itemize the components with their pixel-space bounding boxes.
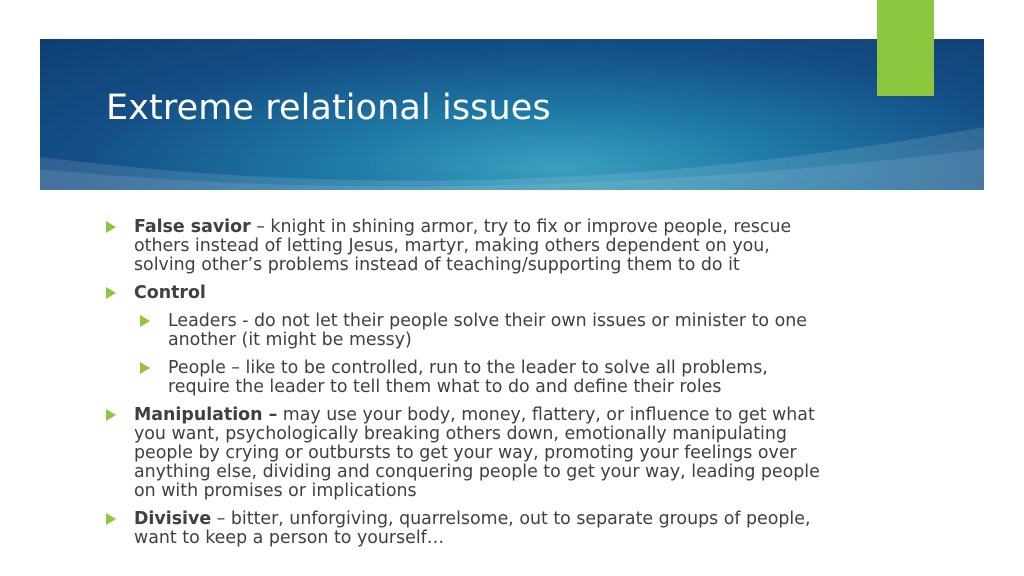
accent-bar xyxy=(877,0,934,96)
bullet-arrow-icon xyxy=(106,513,116,525)
bullet-list xyxy=(106,218,826,557)
bullet-false-savior xyxy=(106,218,826,275)
slide-title: Extreme relational issues xyxy=(106,88,551,128)
bullet-text: Leaders - do not let their people solve their own issues or minister to one another (it might be messy) xyxy=(168,311,807,350)
bullet-term: Manipulation – xyxy=(134,405,278,425)
bullet-text: – bitter, unforgiving, quarrelsome, out to separate groups of people, want to keep a person to yourself… xyxy=(134,509,811,548)
bullet-arrow-icon xyxy=(140,315,150,327)
bullet-text: – knight in shining armor, try to fix or improve people, rescue others instead of letting Jesus, martyr, making others dependent on you, solving other’s problems instead of teaching/supporting them to do it xyxy=(134,217,792,275)
bullet-arrow-icon xyxy=(140,362,150,374)
bullet-manipulation xyxy=(106,406,826,501)
bullet-arrow-icon xyxy=(106,287,116,299)
bullet-text: may use your body, money, flattery, or influence to get what you want, psychologically breaking others down, emotionally manipulating people by crying or outbursts to get your way, promoting your feelings over anything else, dividing and conquering people to get your way, leading people on with promises or implications xyxy=(134,405,820,501)
bullet-term: Divisive xyxy=(134,509,212,529)
bullet-control xyxy=(106,284,826,303)
bullet-leaders xyxy=(140,312,826,350)
bullet-people xyxy=(140,359,826,397)
bullet-term: False savior xyxy=(134,217,251,237)
bullet-text: People – like to be controlled, run to the leader to solve all problems, require the leader to tell them what to do and define their roles xyxy=(168,358,768,397)
bullet-arrow-icon xyxy=(106,409,116,421)
bullet-arrow-icon xyxy=(106,221,116,233)
bullet-divisive xyxy=(106,510,826,548)
bullet-term: Control xyxy=(134,283,206,303)
